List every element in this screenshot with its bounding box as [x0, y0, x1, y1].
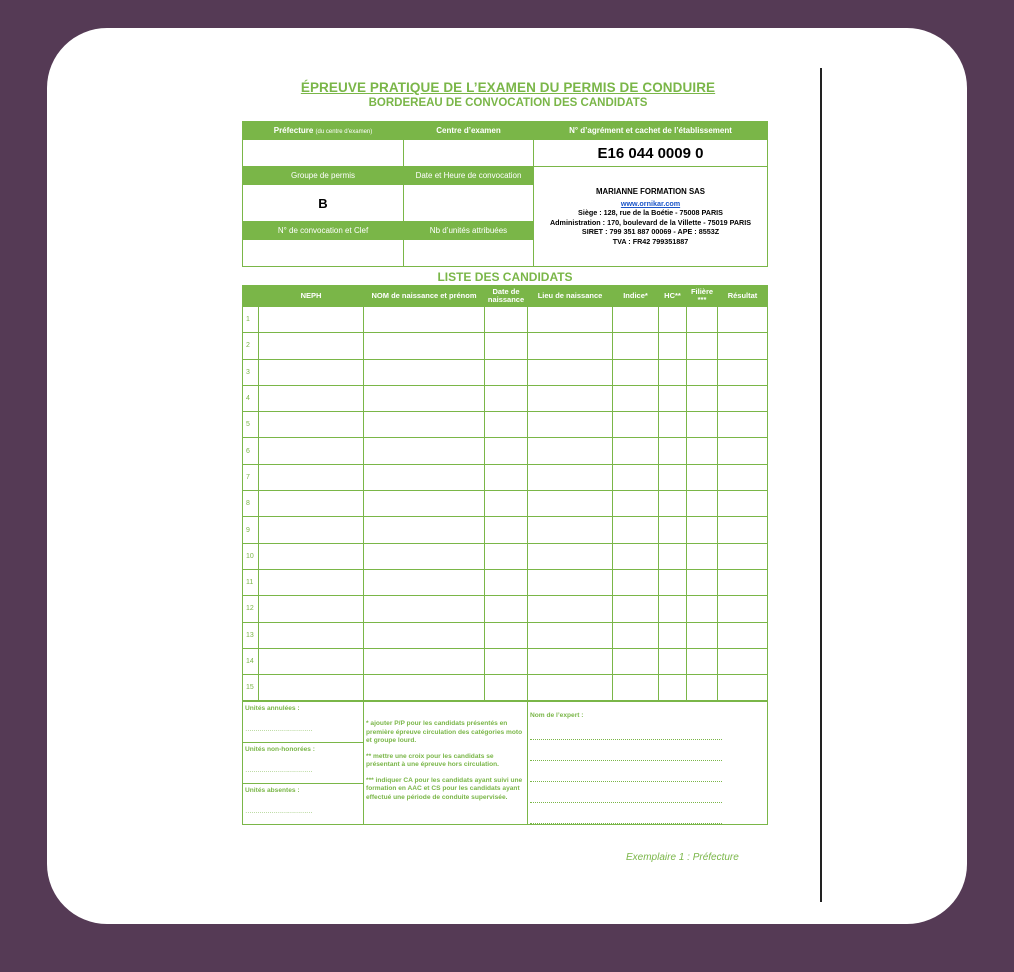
- row-number: 3: [243, 359, 259, 385]
- row-number: 5: [243, 412, 259, 438]
- establishment-siege: Siège : 128, rue de la Boétie - 75008 PARIS: [578, 208, 723, 217]
- table-cell[interactable]: [364, 569, 485, 595]
- table-cell[interactable]: [485, 517, 528, 543]
- table-cell[interactable]: [364, 517, 485, 543]
- table-cell[interactable]: [659, 491, 687, 517]
- row-number: 13: [243, 622, 259, 648]
- note-3: *** indiquer CA pour les candidats ayant suivi une formation en AAC et CS pour les candidats ayant effectué une période de conduite supervisée.: [366, 776, 523, 801]
- table-cell[interactable]: [613, 412, 659, 438]
- table-cell[interactable]: [528, 622, 613, 648]
- expert-line-5: [530, 803, 722, 824]
- establishment-siret: SIRET : 799 351 887 00069 - APE : 8553Z: [581, 227, 720, 236]
- table-cell[interactable]: [364, 385, 485, 411]
- table-cell[interactable]: [687, 464, 718, 490]
- table-cell[interactable]: [659, 569, 687, 595]
- table-cell[interactable]: [613, 543, 659, 569]
- table-row: [243, 622, 768, 648]
- table-cell[interactable]: [613, 385, 659, 411]
- row-number: 11: [243, 569, 259, 595]
- table-cell[interactable]: [718, 307, 768, 333]
- table-cell[interactable]: [485, 359, 528, 385]
- table-cell[interactable]: [528, 412, 613, 438]
- table-cell[interactable]: [259, 307, 364, 333]
- row-number: 14: [243, 648, 259, 674]
- table-row: [243, 648, 768, 674]
- table-cell[interactable]: [259, 333, 364, 359]
- table-cell[interactable]: [259, 517, 364, 543]
- table-cell[interactable]: [718, 675, 768, 701]
- notes-cell: [364, 702, 528, 825]
- annulees-label: Unités annulées :: [245, 705, 300, 713]
- candidates-header-row: [243, 286, 768, 307]
- table-cell[interactable]: [528, 569, 613, 595]
- table-cell[interactable]: [687, 333, 718, 359]
- row-number: 12: [243, 596, 259, 622]
- row-number: 6: [243, 438, 259, 464]
- table-cell[interactable]: [528, 307, 613, 333]
- row-number: 1: [243, 307, 259, 333]
- table-cell[interactable]: [259, 569, 364, 595]
- table-cell[interactable]: [687, 412, 718, 438]
- table-row: [243, 307, 768, 333]
- column-header: HC**: [659, 286, 687, 307]
- table-cell[interactable]: [528, 464, 613, 490]
- table-cell[interactable]: [718, 622, 768, 648]
- table-cell[interactable]: [485, 385, 528, 411]
- table-cell[interactable]: [528, 438, 613, 464]
- centre-field[interactable]: [404, 140, 534, 167]
- table-cell[interactable]: [364, 675, 485, 701]
- table-cell[interactable]: [718, 412, 768, 438]
- annulees-dots: ……………………………: [245, 726, 313, 734]
- absentes-dots: ……………………………: [245, 808, 313, 816]
- table-row: [243, 543, 768, 569]
- table-cell[interactable]: [364, 491, 485, 517]
- table-cell[interactable]: [659, 517, 687, 543]
- table-cell[interactable]: [364, 333, 485, 359]
- table-cell[interactable]: [687, 596, 718, 622]
- table-cell[interactable]: [485, 412, 528, 438]
- table-cell[interactable]: [687, 438, 718, 464]
- table-row: [243, 675, 768, 701]
- form-subtitle: BORDEREAU DE CONVOCATION DES CANDIDATS: [368, 97, 648, 109]
- agrement-header: N° d’agrément et cachet de l’établissement: [534, 122, 768, 140]
- table-cell[interactable]: [259, 648, 364, 674]
- table-cell[interactable]: [718, 385, 768, 411]
- table-cell[interactable]: [485, 491, 528, 517]
- date-heure-field[interactable]: [404, 185, 534, 222]
- column-header: NEPH: [259, 286, 364, 307]
- table-row: [243, 596, 768, 622]
- table-cell[interactable]: [528, 491, 613, 517]
- expert-line-4: [530, 782, 722, 803]
- table-cell[interactable]: [485, 438, 528, 464]
- table-cell[interactable]: [659, 359, 687, 385]
- table-cell[interactable]: [659, 333, 687, 359]
- table-cell[interactable]: [485, 675, 528, 701]
- table-cell[interactable]: [659, 675, 687, 701]
- table-cell[interactable]: [659, 438, 687, 464]
- table-cell[interactable]: [613, 569, 659, 595]
- expert-line-2: [530, 740, 722, 761]
- table-cell[interactable]: [259, 622, 364, 648]
- table-cell[interactable]: [718, 569, 768, 595]
- table-cell[interactable]: [485, 464, 528, 490]
- table-cell[interactable]: [259, 491, 364, 517]
- table-cell[interactable]: [613, 333, 659, 359]
- header-table: [242, 121, 768, 267]
- exemplaire-label: Exemplaire 1 : Préfecture: [626, 852, 739, 863]
- candidates-body: [243, 307, 768, 701]
- table-cell[interactable]: [687, 491, 718, 517]
- table-cell[interactable]: [613, 491, 659, 517]
- table-row: [243, 491, 768, 517]
- establishment-administration: Administration : 170, boulevard de la Villette - 75019 PARIS: [549, 217, 752, 227]
- table-cell[interactable]: [364, 543, 485, 569]
- table-cell[interactable]: [528, 359, 613, 385]
- table-cell[interactable]: [528, 333, 613, 359]
- table-cell[interactable]: [659, 622, 687, 648]
- table-cell[interactable]: [613, 622, 659, 648]
- table-cell[interactable]: [687, 543, 718, 569]
- table-row: [243, 569, 768, 595]
- table-cell[interactable]: [659, 464, 687, 490]
- row-number: 9: [243, 517, 259, 543]
- prefecture-header: Préfecture (du centre d’examen): [243, 122, 404, 140]
- table-row: [243, 359, 768, 385]
- vertical-divider: [820, 68, 822, 902]
- table-cell[interactable]: [718, 648, 768, 674]
- date-heure-header: Date et Heure de convocation: [404, 167, 534, 185]
- unites-header: Nb d’unités attribuées: [404, 222, 534, 240]
- table-cell[interactable]: [613, 648, 659, 674]
- centre-header: Centre d’examen: [404, 122, 534, 140]
- table-cell[interactable]: [364, 307, 485, 333]
- expert-label: Nom de l’expert :: [530, 712, 584, 720]
- table-cell[interactable]: [259, 412, 364, 438]
- table-cell[interactable]: [364, 596, 485, 622]
- table-cell[interactable]: [485, 307, 528, 333]
- table-cell[interactable]: [259, 438, 364, 464]
- table-cell[interactable]: [718, 359, 768, 385]
- table-cell[interactable]: [718, 464, 768, 490]
- establishment-tva: TVA : FR42 799351887: [612, 236, 689, 246]
- table-row: [243, 385, 768, 411]
- table-cell[interactable]: [687, 385, 718, 411]
- form-title: ÉPREUVE PRATIQUE DE L’EXAMEN DU PERMIS DE CONDUIRE: [300, 80, 716, 95]
- column-header: [243, 286, 259, 307]
- table-cell[interactable]: [485, 543, 528, 569]
- column-header: Indice*: [613, 286, 659, 307]
- expert-cell[interactable]: [528, 702, 768, 825]
- table-cell[interactable]: [259, 596, 364, 622]
- table-cell[interactable]: [485, 569, 528, 595]
- list-title: LISTE DES CANDIDATS: [437, 270, 573, 284]
- expert-line-3: [530, 761, 722, 782]
- table-cell[interactable]: [659, 307, 687, 333]
- table-cell[interactable]: [528, 543, 613, 569]
- table-row: [243, 438, 768, 464]
- table-cell[interactable]: [259, 359, 364, 385]
- groupe-header: Groupe de permis: [243, 167, 404, 185]
- table-cell[interactable]: [364, 464, 485, 490]
- row-number: 10: [243, 543, 259, 569]
- absentes-label: Unités absentes :: [245, 787, 300, 795]
- table-cell[interactable]: [364, 359, 485, 385]
- table-cell[interactable]: [485, 596, 528, 622]
- table-cell[interactable]: [687, 622, 718, 648]
- table-cell[interactable]: [259, 464, 364, 490]
- table-cell[interactable]: [259, 543, 364, 569]
- table-cell[interactable]: [718, 333, 768, 359]
- table-cell[interactable]: [528, 517, 613, 543]
- footer-table: [242, 701, 768, 825]
- row-number: 15: [243, 675, 259, 701]
- column-header: NOM de naissance et prénom: [364, 286, 485, 307]
- expert-line-1: [530, 719, 722, 740]
- table-cell[interactable]: [718, 596, 768, 622]
- table-cell[interactable]: [259, 675, 364, 701]
- table-cell[interactable]: [485, 622, 528, 648]
- unites-field[interactable]: [404, 240, 534, 267]
- table-cell[interactable]: [718, 491, 768, 517]
- table-cell[interactable]: [718, 543, 768, 569]
- row-number: 4: [243, 385, 259, 411]
- table-cell[interactable]: [613, 596, 659, 622]
- table-cell[interactable]: [259, 385, 364, 411]
- column-header: Date de naissance: [485, 286, 528, 307]
- table-cell[interactable]: [718, 438, 768, 464]
- row-number: 2: [243, 333, 259, 359]
- column-header: Lieu de naissance: [528, 286, 613, 307]
- table-cell[interactable]: [659, 648, 687, 674]
- table-cell[interactable]: [364, 622, 485, 648]
- table-cell[interactable]: [659, 543, 687, 569]
- table-cell[interactable]: [613, 438, 659, 464]
- table-cell[interactable]: [659, 412, 687, 438]
- annulees-cell[interactable]: [243, 702, 364, 743]
- column-header: Résultat: [718, 286, 768, 307]
- table-cell[interactable]: [528, 596, 613, 622]
- agrement-number: E16 044 0009 0: [534, 140, 768, 167]
- convocation-field[interactable]: [243, 240, 404, 267]
- table-cell[interactable]: [613, 464, 659, 490]
- table-row: [243, 333, 768, 359]
- establishment-name: MARIANNE FORMATION SAS: [595, 187, 705, 196]
- prefecture-field[interactable]: [243, 140, 404, 167]
- table-cell[interactable]: [364, 648, 485, 674]
- table-cell[interactable]: [687, 569, 718, 595]
- table-cell[interactable]: [687, 648, 718, 674]
- table-cell[interactable]: [364, 412, 485, 438]
- table-cell[interactable]: [528, 675, 613, 701]
- establishment-website[interactable]: www.ornikar.com: [620, 198, 681, 208]
- row-number: 7: [243, 464, 259, 490]
- table-cell[interactable]: [687, 307, 718, 333]
- note-1: * ajouter P/P pour les candidats présentés en première épreuve circulation des catégories moto et groupe lourd.: [366, 720, 523, 745]
- column-header: Filière ***: [687, 286, 718, 307]
- candidates-table: [242, 285, 768, 701]
- table-row: [243, 464, 768, 490]
- non-honorees-cell[interactable]: [243, 743, 364, 784]
- table-cell[interactable]: [687, 359, 718, 385]
- table-cell[interactable]: [613, 359, 659, 385]
- table-cell[interactable]: [613, 517, 659, 543]
- table-cell[interactable]: [613, 675, 659, 701]
- table-cell[interactable]: [528, 648, 613, 674]
- table-row: [243, 517, 768, 543]
- table-cell[interactable]: [659, 385, 687, 411]
- convocation-form: [242, 80, 768, 825]
- table-cell[interactable]: [687, 517, 718, 543]
- table-cell[interactable]: [718, 517, 768, 543]
- convocation-header: N° de convocation et Clef: [243, 222, 404, 240]
- table-cell[interactable]: [485, 333, 528, 359]
- note-2: ** mettre une croix pour les candidats se présentant à une épreuve hors circulation.: [366, 752, 500, 769]
- table-cell[interactable]: [613, 307, 659, 333]
- table-row: [243, 412, 768, 438]
- table-cell[interactable]: [528, 385, 613, 411]
- table-cell[interactable]: [485, 648, 528, 674]
- row-number: 8: [243, 491, 259, 517]
- non-honorees-label: Unités non-honorées :: [245, 746, 315, 754]
- non-honorees-dots: ……………………………: [245, 767, 313, 775]
- table-cell[interactable]: [364, 438, 485, 464]
- establishment-info: [534, 167, 768, 267]
- table-cell[interactable]: [659, 596, 687, 622]
- absentes-cell[interactable]: [243, 784, 364, 825]
- groupe-value: B: [243, 185, 404, 222]
- table-cell[interactable]: [687, 675, 718, 701]
